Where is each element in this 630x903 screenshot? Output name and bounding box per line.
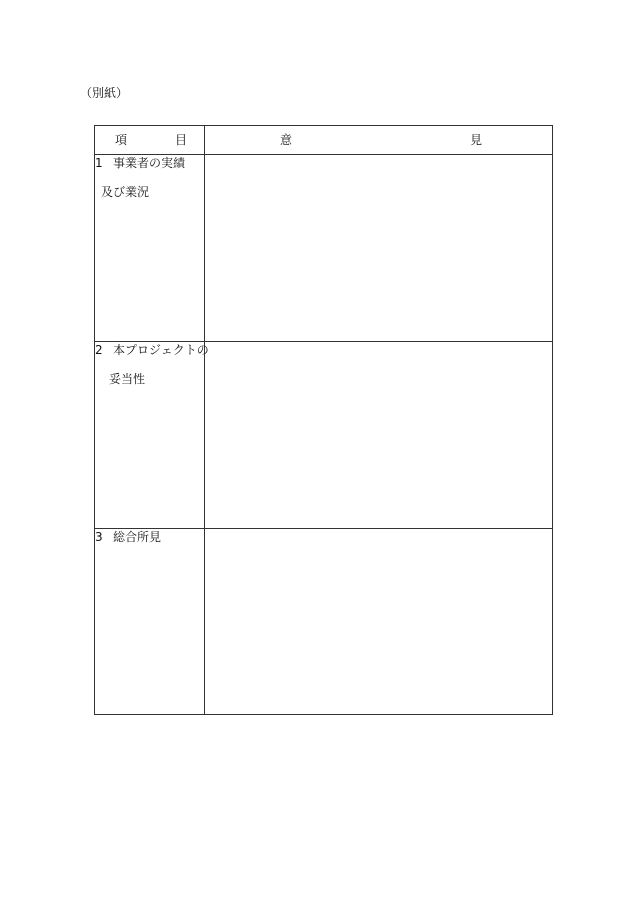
header-item-char-1: 項 [115,133,128,147]
opinion-input-cell[interactable] [205,529,553,715]
item-label-line2: 妥当性 [109,372,146,386]
opinion-form-table [94,125,553,715]
item-number: 1 [95,156,103,170]
item-label-line1: 事業者の実績 [113,156,186,170]
item-number: 2 [95,343,103,357]
item-label-line1: 総合所見 [113,530,162,544]
table-row [95,529,553,715]
table-row [95,342,553,529]
table-header-row [95,126,553,155]
item-cell [95,529,205,715]
table-row [95,155,553,342]
header-opinion-char-2: 見 [470,133,483,147]
item-label-line1: 本プロジェクトの [113,343,209,357]
item-cell [95,342,209,529]
header-item-column [95,126,205,155]
header-opinion-column [205,126,553,155]
item-label-line2: 及び業況 [101,185,150,199]
header-opinion-char-1: 意 [280,133,293,147]
attachment-label: （別紙） [80,86,129,100]
item-cell [95,155,205,342]
opinion-input-cell[interactable] [205,155,553,342]
item-number: 3 [95,530,103,544]
header-item-char-2: 目 [175,133,188,147]
opinion-input-cell[interactable] [205,342,553,529]
